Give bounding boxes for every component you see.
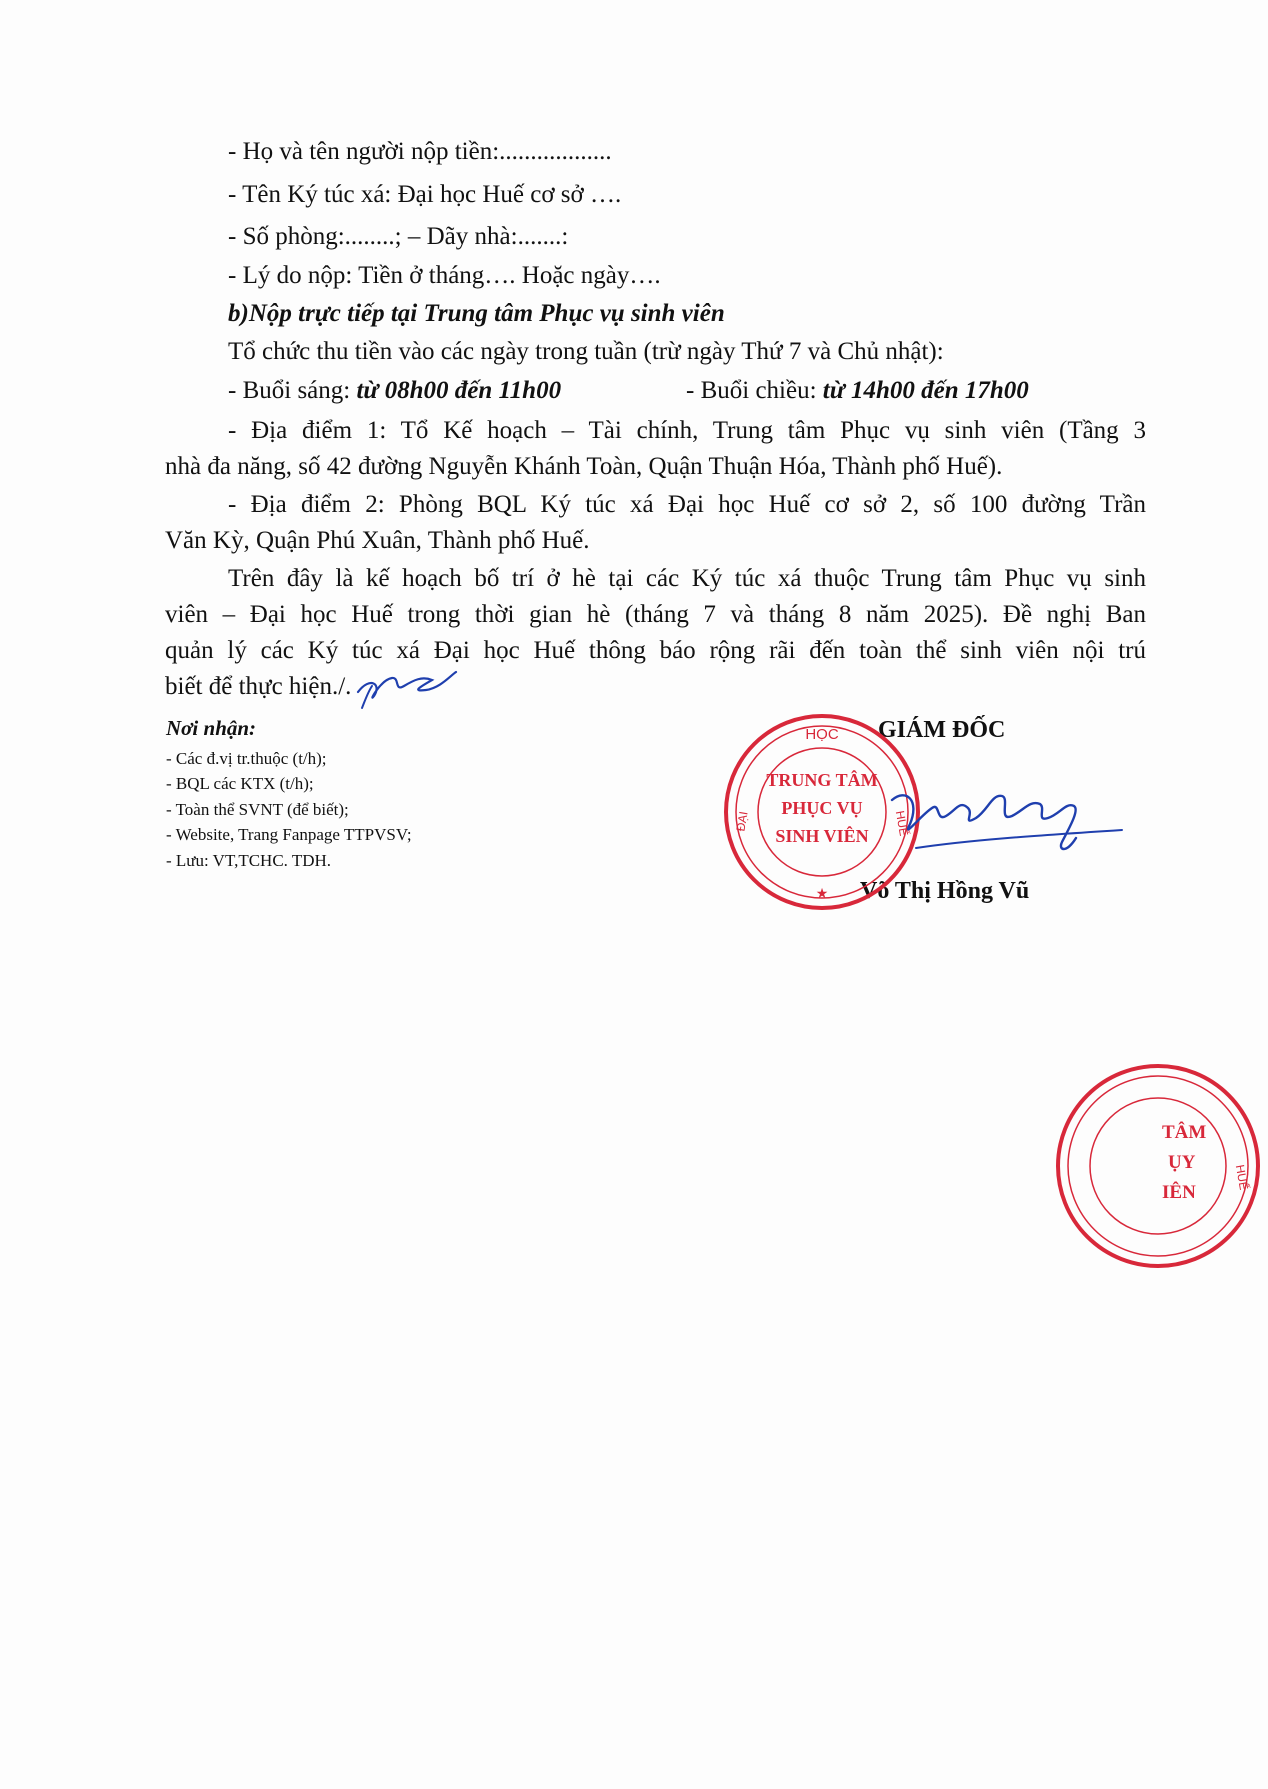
signature-title: GIÁM ĐỐC: [878, 717, 1006, 743]
stamp-top-text: HỌC: [805, 726, 839, 743]
recipient-item: - BQL các KTX (t/h);: [166, 774, 314, 793]
conclusion-line-1: Trên đây là kế hoạch bố trí ở hè tại các Ký túc xá thuộc Trung tâm Phục vụ sinh: [228, 565, 1146, 592]
stamp-left-text: ĐẠI: [733, 810, 751, 833]
partial-stamp: [1158, 1060, 1268, 1270]
partial-stamp-line-3: IÊN: [1162, 1182, 1196, 1203]
recipients-title: Nơi nhận:: [166, 716, 257, 740]
location-2-line-1: - Địa điểm 2: Phòng BQL Ký túc xá Đại học Huế cơ sở 2, số 100 đường Trần: [228, 491, 1146, 518]
handwritten-signature: [880, 778, 1120, 878]
stamp-line-2: PHỤC VỤ: [781, 798, 863, 818]
reason-line: - Lý do nộp: Tiền ở tháng…. Hoặc ngày….: [228, 262, 661, 289]
stamp-line-3: SINH VIÊN: [775, 826, 869, 846]
stamp-star-icon: ★: [815, 886, 829, 902]
afternoon-time: từ 14h00 đến 17h00: [822, 377, 1029, 404]
dorm-name-line: - Tên Ký túc xá: Đại học Huế cơ sở ….: [228, 181, 622, 208]
recipient-item: - Các đ.vị tr.thuộc (t/h);: [166, 748, 327, 768]
section-b-heading: b)Nộp trực tiếp tại Trung tâm Phục vụ sinh viên: [228, 300, 725, 327]
initials-scribble: [352, 658, 462, 708]
afternoon-label: - Buổi chiều:: [686, 377, 823, 404]
recipient-item: - Toàn thể SVNT (để biết);: [166, 799, 349, 819]
recipient-item: - Lưu: VT,TCHC. TDH.: [166, 850, 332, 870]
conclusion-line-4: biết để thực hiện./.: [165, 673, 352, 700]
stamp-right-text: HUẾ: [892, 809, 912, 838]
partial-stamp-line-2: ỤY: [1168, 1152, 1196, 1173]
morning-hours: [228, 376, 561, 406]
conclusion-line-3: quản lý các Ký túc xá Đại học Huế thông báo rộng rãi đến toàn thể sinh viên nội trú: [165, 637, 1146, 664]
payer-name-line: - Họ và tên người nộp tiền:..................: [228, 138, 612, 165]
partial-stamp-right-text: HUẾ: [1232, 1163, 1252, 1192]
recipients-block: [166, 716, 412, 873]
conclusion-line-2: viên – Đại học Huế trong thời gian hè (tháng 7 và tháng 8 năm 2025). Đề nghị Ban: [165, 601, 1146, 628]
location-2-line-2: Văn Kỳ, Quận Phú Xuân, Thành phố Huế.: [165, 527, 590, 554]
morning-label: - Buổi sáng:: [228, 377, 357, 404]
schedule-intro: Tổ chức thu tiền vào các ngày trong tuần (trừ ngày Thứ 7 và Chủ nhật):: [228, 338, 944, 365]
location-1-line-1: - Địa điểm 1: Tổ Kế hoạch – Tài chính, Trung tâm Phục vụ sinh viên (Tầng 3: [228, 417, 1146, 444]
stamp-line-1: TRUNG TÂM: [766, 770, 878, 790]
morning-time: từ 08h00 đến 11h00: [356, 377, 562, 404]
recipient-item: - Website, Trang Fanpage TTPVSV;: [166, 825, 412, 844]
signer-name: Võ Thị Hồng Vũ: [860, 878, 1030, 904]
partial-stamp-line-1: TÂM: [1162, 1122, 1207, 1143]
afternoon-hours: [686, 376, 1029, 406]
room-line: - Số phòng:........; – Dãy nhà:.......:: [228, 223, 569, 250]
location-1-line-2: nhà đa năng, số 42 đường Nguyễn Khánh Toàn, Quận Thuận Hóa, Thành phố Huế).: [165, 453, 1003, 480]
